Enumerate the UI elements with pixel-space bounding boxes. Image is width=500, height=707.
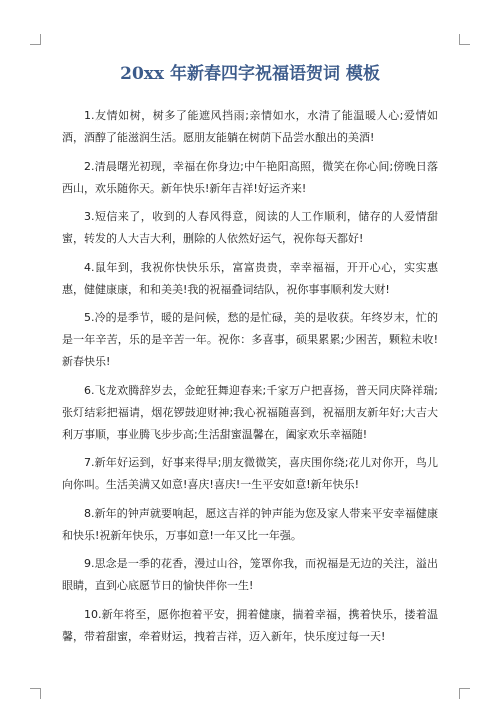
corner-mark-bottom-left (30, 688, 41, 699)
paragraph-8: 8.新年的钟声就要响起，愿这吉祥的钟声能为您及家人带来平安幸福健康和快乐!祝新年快乐，万事如意!一年又比一年强。 (62, 506, 438, 542)
paragraph-6: 6.飞龙欢腾辞岁去，金蛇狂舞迎春来;千家万户把喜扬，普天同庆降祥瑞;张灯结彩把福请，烟花锣鼓迎财神;我心祝福随喜到，祝福朋友新年好;大吉大利万事顺，事业腾飞步步高;生活甜蜜温馨在，阖家欢乐幸福随! (62, 383, 438, 441)
document-body (62, 105, 438, 654)
paragraph-9: 9.思念是一季的花香，漫过山谷，笼罩你我，而祝福是无边的关注，溢出眼睛，直到心底愿节日的愉快伴你一生! (62, 557, 438, 592)
paragraph-3: 3.短信来了，收到的人春风得意，阅读的人工作顺利，储存的人爱情甜蜜，转发的人大吉大利，删除的人依然好运气，祝你每天都好! (62, 210, 438, 245)
corner-mark-bottom-right (459, 688, 470, 699)
corner-mark-top-right (459, 34, 470, 45)
paragraph-10: 10.新年将至，愿你抱着平安，拥着健康，揣着幸福，携着快乐，搂着温馨，带着甜蜜，牵着财运，拽着吉祥，迈入新年，快乐度过每一天! (62, 607, 438, 643)
paragraph-5: 5.冷的是季节，暖的是问候，愁的是忙碌，美的是收获。年终岁末，忙的是一年辛苦，乐的是辛苦一年。祝你：多喜事，硕果累累;少困苦，颗粒未收!新春快乐! (62, 311, 438, 368)
document-title: 20xx 年新春四字祝福语贺词 模板 (120, 64, 380, 84)
paragraph-1: 1.友情如树，树多了能遮风挡雨;亲情如水，水清了能温暖人心;爱情如酒，酒醇了能滋润生活。愿朋友能躺在树荫下品尝水酿出的美酒! (62, 109, 438, 144)
paragraph-7: 7.新年好运到，好事来得早;朋友微微笑，喜庆围你绕;花儿对你开，鸟儿向你叫。生活美满又如意!喜庆!喜庆!一生平安如意!新年快乐! (62, 456, 438, 491)
paragraph-2: 2.清晨曙光初现，幸福在你身边;中午艳阳高照，微笑在你心间;傍晚日落西山，欢乐随你天。新年快乐!新年吉祥!好运齐来! (62, 159, 438, 195)
corner-mark-top-left (30, 34, 41, 45)
paragraph-4: 4.鼠年到，我祝你快快乐乐，富富贵贵，幸幸福福，开开心心，实实惠惠，健健康康，和和美美!我的祝福叠词结队，祝你事事顺利发大财! (62, 260, 438, 296)
